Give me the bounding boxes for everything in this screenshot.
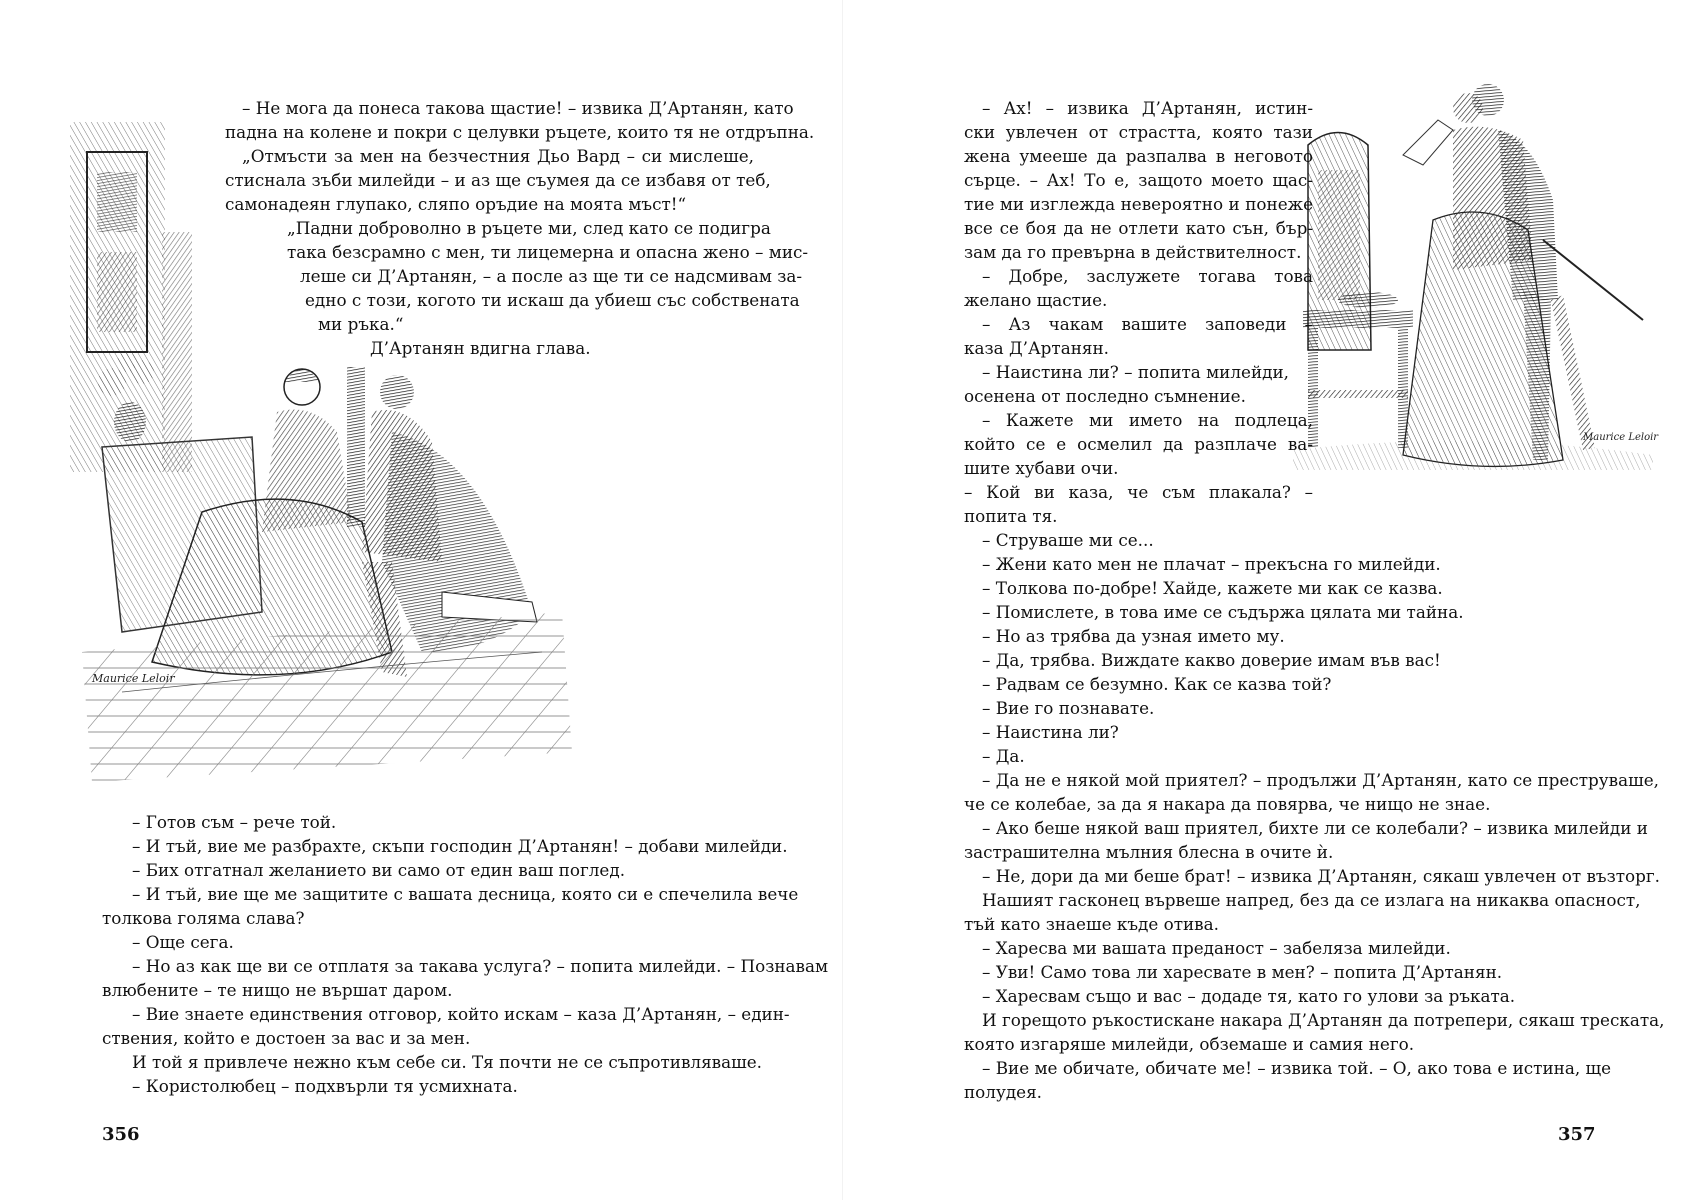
text-line: – Толкова по-добре! Хайде, кажете ми как се казва. bbox=[982, 578, 1443, 598]
text-line: – Жени като мен не плачат – прекъсна го милейди. bbox=[982, 554, 1441, 574]
text-line: каза Д’Артанян. bbox=[964, 338, 1109, 358]
text-line: – Кажете ми името на подлеца, bbox=[982, 410, 1313, 430]
text-line: – Ако беше някой ваш приятел, бихте ли се колебали? – извика милейди и bbox=[982, 818, 1648, 838]
text-line: шите хубави очи. bbox=[964, 458, 1119, 478]
left-page bbox=[0, 0, 842, 1200]
text-line: Д’Артанян вдигна глава. bbox=[370, 338, 591, 358]
text-line: – Харесва ми вашата преданост – забеляза милейди. bbox=[982, 938, 1451, 958]
text-line: все се боя да не отлети като сън, бър- bbox=[964, 218, 1313, 238]
text-line: полудея. bbox=[964, 1082, 1043, 1102]
text-line: „Падни доброволно в ръцете ми, след като се подигра bbox=[287, 218, 771, 238]
text-line: – Кой ви каза, че съм плакала? – bbox=[964, 482, 1313, 502]
text-line: падна на колене и покри с целувки ръцете, които тя не отдръпна. bbox=[225, 122, 815, 142]
text-line: – И тъй, вие ще ме защитите с вашата десница, която си е спечелила вече bbox=[132, 884, 799, 904]
text-line: Нашият гасконец вървеше напред, без да се излага на никаква опасност, bbox=[982, 890, 1641, 910]
text-line: толкова голяма слава? bbox=[102, 908, 305, 928]
illustration-signature-left: Maurice Leloir bbox=[92, 672, 175, 685]
text-line: самонадеян глупако, сляпо оръдие на моята мъст!“ bbox=[225, 194, 687, 214]
text-line: ствения, който е достоен за вас и за мен. bbox=[102, 1028, 471, 1048]
text-line: желано щастие. bbox=[964, 290, 1108, 310]
text-line: – Не мога да понеса такова щастие! – извика Д’Артанян, като bbox=[242, 98, 794, 118]
text-line: че се колебае, за да я накара да повярва, че нищо не знае. bbox=[964, 794, 1491, 814]
text-line: – Добре, заслужете тогава това bbox=[982, 266, 1313, 286]
text-line: жена умееше да разпалва в неговото bbox=[964, 146, 1313, 166]
text-line: – Харесвам също и вас – додаде тя, като го улови за ръката. bbox=[982, 986, 1516, 1006]
text-line: – Но аз трябва да узная името му. bbox=[982, 626, 1285, 646]
text-line: леше си Д’Артанян, – а после аз ще ти се надсмивам за- bbox=[300, 266, 803, 286]
text-line: едно с този, когото ти искаш да убиеш със собствената bbox=[305, 290, 800, 310]
text-line: ми ръка.“ bbox=[318, 314, 404, 334]
text-line: стиснала зъби милейди – и аз ще съумея да се избавя от теб, bbox=[225, 170, 771, 190]
text-line: – Да. bbox=[982, 746, 1025, 766]
text-line: тъй като знаеше къде отива. bbox=[964, 914, 1219, 934]
text-line: „Отмъсти за мен на безчестния Дьо Вард – си мислеше, bbox=[242, 146, 754, 166]
text-line: застрашителна мълния блесна в очите ѝ. bbox=[964, 842, 1334, 862]
text-line: – Помислете, в това име се съдържа цялата ми тайна. bbox=[982, 602, 1464, 622]
text-line: – Уви! Само това ли харесвате в мен? – попита Д’Артанян. bbox=[982, 962, 1503, 982]
text-line: зам да го превърна в действителност. bbox=[964, 242, 1302, 262]
text-line: – Наистина ли? bbox=[982, 722, 1119, 742]
illustration-signature-right: Maurice Leloir bbox=[1583, 432, 1659, 443]
text-line: осенена от последно съмнение. bbox=[964, 386, 1246, 406]
text-line: сърце. – Ах! То е, защото моето щас- bbox=[964, 170, 1313, 190]
text-line: – Наистина ли? – попита милейди, bbox=[982, 362, 1289, 382]
text-line: попита тя. bbox=[964, 506, 1058, 526]
text-line: – И тъй, вие ме разбрахте, скъпи господин Д’Артанян! – добави милейди. bbox=[132, 836, 788, 856]
text-line: ски увлечен от страстта, която тази bbox=[964, 122, 1313, 142]
text-line: тие ми изглежда невероятно и понеже bbox=[964, 194, 1313, 214]
text-line: – Да не е някой мой приятел? – продължи Д’Артанян, като се преструваше, bbox=[982, 770, 1659, 790]
text-line: И горещото ръкостискане накара Д’Артанян да потрепери, сякаш треската, bbox=[982, 1010, 1665, 1030]
page-number-left: 356 bbox=[102, 1124, 140, 1145]
illustration-embrace-scene bbox=[1283, 60, 1663, 480]
text-line: – Но аз как ще ви се отплатя за такава услуга? – попита милейди. – Познавам bbox=[132, 956, 829, 976]
text-line: – Вие знаете единствения отговор, който искам – каза Д’Артанян, – един- bbox=[132, 1004, 790, 1024]
text-line: – Да, трябва. Виждате какво доверие имам във вас! bbox=[982, 650, 1441, 670]
text-line: – Аз чакам вашите заповеди – bbox=[982, 314, 1313, 334]
right-page bbox=[843, 0, 1685, 1200]
text-line: – Радвам се безумно. Как се казва той? bbox=[982, 674, 1332, 694]
text-line: – Бих отгатнал желанието ви само от един ваш поглед. bbox=[132, 860, 626, 880]
text-line: – Вие го познавате. bbox=[982, 698, 1155, 718]
text-line: така безсрамно с мен, ти лицемерна и опасна жено – мис- bbox=[287, 242, 809, 262]
text-line: която изгаряше милейди, обземаше и самия него. bbox=[964, 1034, 1415, 1054]
page-number-right: 357 bbox=[1558, 1124, 1596, 1145]
text-line: влюбените – те нищо не вършат даром. bbox=[102, 980, 453, 1000]
text-line: който се е осмелил да разплаче ва- bbox=[964, 434, 1313, 454]
text-line: – Още сега. bbox=[132, 932, 234, 952]
text-line: – Готов съм – рече той. bbox=[132, 812, 337, 832]
text-line: И той я привлече нежно към себе си. Тя почти не се съпротивляваше. bbox=[132, 1052, 762, 1072]
text-line: – Не, дори да ми беше брат! – извика Д’Артанян, сякаш увлечен от възторг. bbox=[982, 866, 1661, 886]
text-line: – Користолюбец – подхвърли тя усмихната. bbox=[132, 1076, 518, 1096]
text-line: – Ах! – извика Д’Артанян, истин- bbox=[982, 98, 1313, 118]
text-line: – Струваше ми се... bbox=[982, 530, 1154, 550]
text-line: – Вие ме обичате, обичате ме! – извика той. – О, ако това е истина, ще bbox=[982, 1058, 1612, 1078]
